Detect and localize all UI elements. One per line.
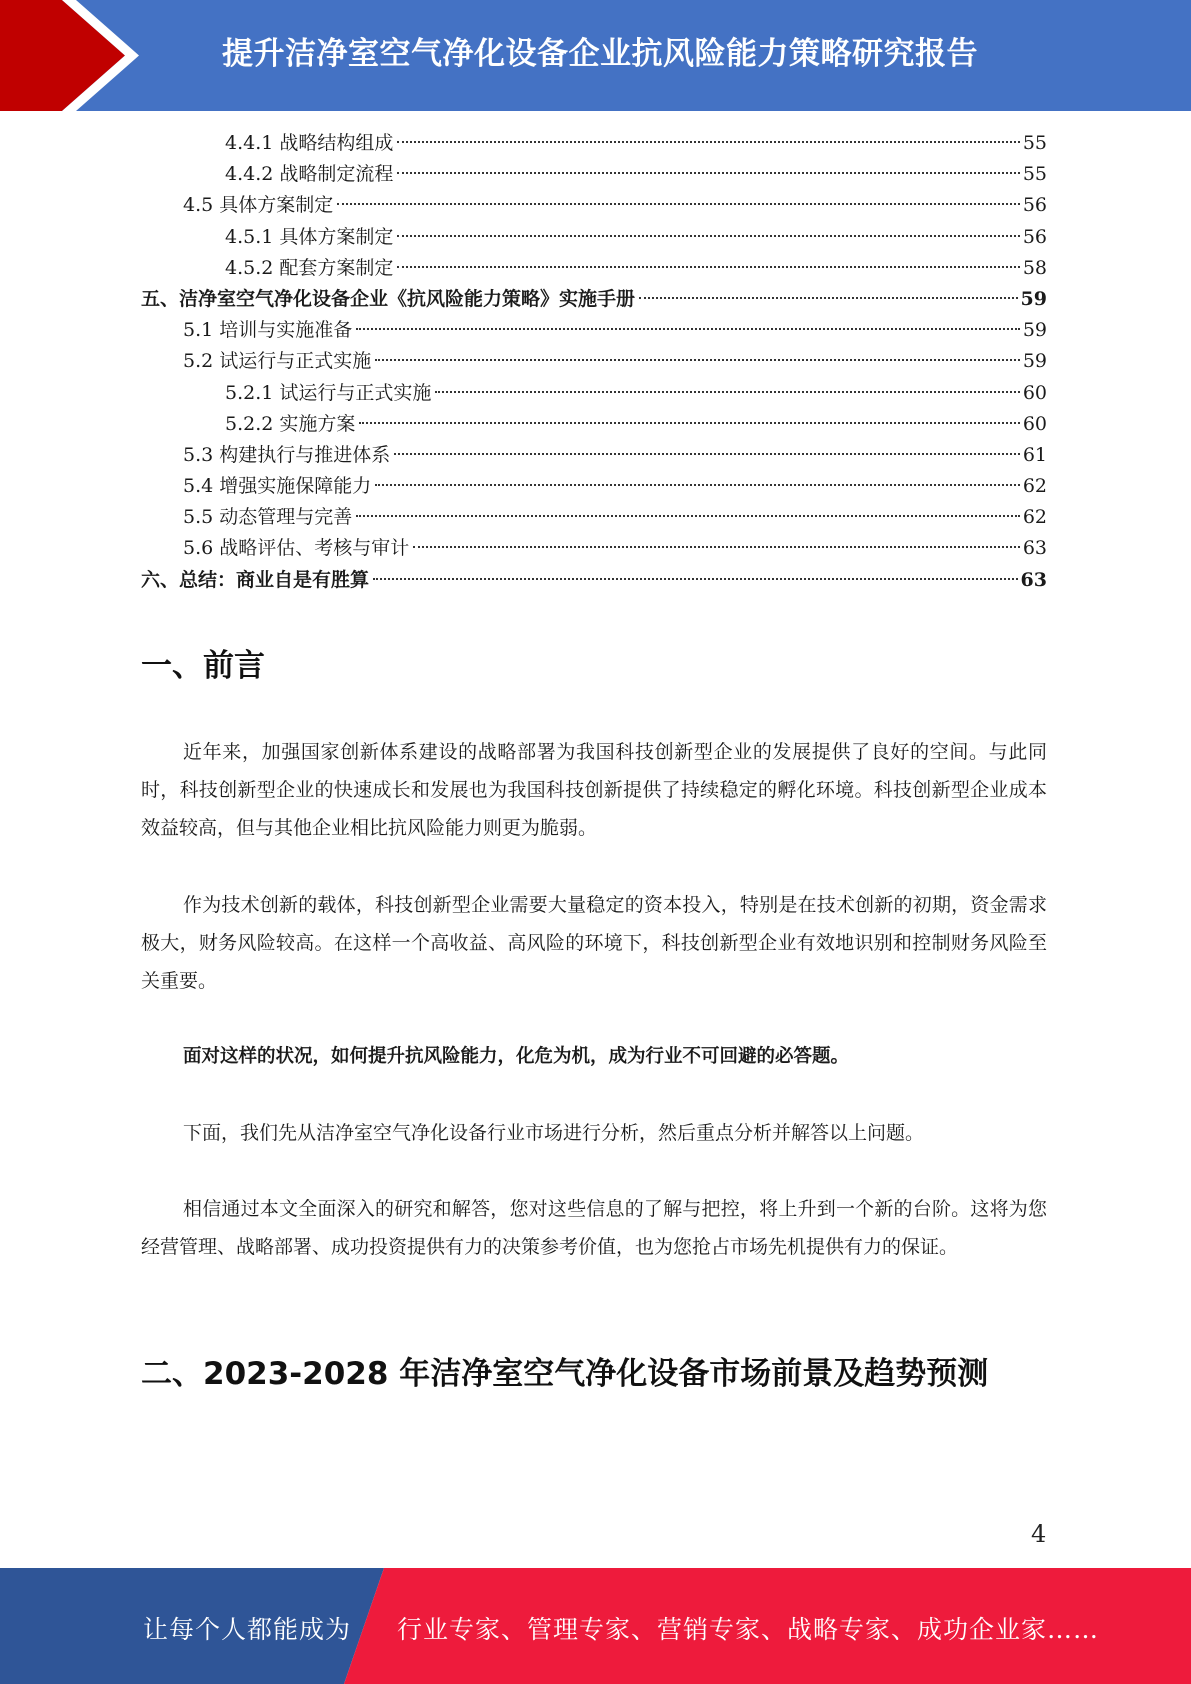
toc-entry-label: 5.6 战略评估、考核与审计 — [183, 537, 410, 560]
paragraph-emphasis: 面对这样的状况，如何提升抗风险能力，化危为机，成为行业不可回避的必答题。 — [183, 1046, 850, 1067]
toc-leader-dots — [359, 422, 1019, 424]
toc-entry-page: 59 — [1022, 350, 1047, 373]
toc-entry[interactable] — [141, 346, 1047, 377]
section-heading-market-forecast: 二、2023-2028 年洁净室空气净化设备市场前景及趋势预测 — [141, 1356, 989, 1392]
table-of-contents — [141, 128, 1047, 596]
toc-entry[interactable] — [141, 378, 1047, 409]
page-footer — [0, 1568, 1191, 1684]
toc-leader-dots — [356, 515, 1020, 517]
toc-entry-label: 4.5.1 具体方案制定 — [225, 225, 394, 248]
toc-leader-dots — [397, 141, 1019, 143]
toc-entry-page: 56 — [1022, 194, 1047, 217]
toc-entry[interactable] — [141, 471, 1047, 502]
toc-entry-label: 5.2 试运行与正式实施 — [183, 350, 372, 373]
toc-entry-label: 5.5 动态管理与完善 — [183, 506, 353, 529]
header-chevron-icon — [0, 0, 160, 111]
toc-leader-dots — [373, 578, 1018, 580]
toc-entry-page: 59 — [1020, 287, 1047, 310]
toc-entry[interactable] — [141, 533, 1047, 564]
toc-entry[interactable] — [141, 565, 1047, 596]
paragraph: 作为技术创新的载体，科技创新型企业需要大量稳定的资本投入，特别是在技术创新的初期，资金需求极大，财务风险较高。在这样一个高收益、高风险的环境下，科技创新型企业有效地识别和控制财务风险至关重要。 — [141, 894, 1047, 992]
toc-entry-label: 五、洁净室空气净化设备企业《抗风险能力策略》实施手册 — [141, 287, 636, 310]
toc-entry-page: 60 — [1022, 381, 1047, 404]
toc-entry-label: 六、总结：商业自是有胜算 — [141, 568, 370, 591]
toc-entry-page: 58 — [1022, 256, 1047, 279]
toc-leader-dots — [394, 453, 1020, 455]
toc-entry[interactable] — [141, 190, 1047, 221]
toc-entry[interactable] — [141, 128, 1047, 159]
toc-entry-label: 5.1 培训与实施准备 — [183, 319, 353, 342]
toc-entry-label: 5.3 构建执行与推进体系 — [183, 443, 391, 466]
toc-entry[interactable] — [141, 253, 1047, 284]
toc-entry[interactable] — [141, 315, 1047, 346]
document-title: 提升洁净室空气净化设备企业抗风险能力策略研究报告 — [222, 36, 978, 72]
toc-entry-label: 4.4.2 战略制定流程 — [225, 163, 394, 186]
toc-leader-dots — [397, 172, 1019, 174]
toc-leader-dots — [397, 235, 1019, 237]
toc-entry-label: 5.4 增强实施保障能力 — [183, 475, 372, 498]
toc-entry-label: 4.5.2 配套方案制定 — [225, 256, 394, 279]
toc-leader-dots — [435, 391, 1019, 393]
toc-entry-page: 63 — [1022, 537, 1047, 560]
toc-entry-page: 56 — [1022, 225, 1047, 248]
toc-entry-page: 59 — [1022, 319, 1047, 342]
toc-entry-page: 55 — [1022, 132, 1047, 154]
paragraph: 下面，我们先从洁净室空气净化设备行业市场进行分析，然后重点分析并解答以上问题。 — [183, 1122, 925, 1144]
toc-entry-page: 62 — [1022, 475, 1047, 498]
toc-entry-page: 60 — [1022, 412, 1047, 435]
toc-entry-label: 4.5 具体方案制定 — [183, 194, 334, 217]
toc-leader-dots — [375, 359, 1020, 361]
toc-leader-dots — [375, 484, 1020, 486]
toc-entry[interactable] — [141, 409, 1047, 440]
toc-entry-page: 62 — [1022, 506, 1047, 529]
paragraph: 近年来，加强国家创新体系建设的战略部署为我国科技创新型企业的发展提供了良好的空间。与此同时，科技创新型企业的快速成长和发展也为我国科技创新提供了持续稳定的孵化环境。科技创新型企业成本效益较高，但与其他企业相比抗风险能力则更为脆弱。 — [141, 741, 1047, 839]
page-header — [0, 0, 1191, 111]
toc-entry-label: 5.2.2 实施方案 — [225, 412, 356, 435]
footer-slogan-right: 行业专家、管理专家、营销专家、战略专家、成功企业家…… — [397, 1615, 1100, 1644]
toc-entry-page: 55 — [1022, 163, 1047, 186]
paragraph: 相信通过本文全面深入的研究和解答，您对这些信息的了解与把控，将上升到一个新的台阶。这将为您经营管理、战略部署、成功投资提供有力的决策参考价值，也为您抢占市场先机提供有力的保证。 — [141, 1198, 1047, 1258]
toc-entry[interactable] — [141, 284, 1047, 315]
footer-slogan-left: 让每个人都能成为 — [143, 1615, 352, 1644]
page-number: 4 — [1031, 1520, 1047, 1548]
toc-leader-dots — [413, 546, 1020, 548]
toc-entry-page: 63 — [1020, 568, 1047, 591]
toc-entry-label: 4.4.1 战略结构组成 — [225, 132, 394, 154]
toc-entry[interactable] — [141, 502, 1047, 533]
toc-leader-dots — [639, 297, 1018, 299]
toc-entry-label: 5.2.1 试运行与正式实施 — [225, 381, 432, 404]
toc-entry[interactable] — [141, 440, 1047, 471]
toc-entry[interactable] — [141, 222, 1047, 253]
toc-leader-dots — [337, 203, 1020, 205]
toc-leader-dots — [356, 328, 1020, 330]
section-heading-preface: 一、前言 — [141, 648, 265, 684]
toc-leader-dots — [397, 266, 1019, 268]
toc-entry[interactable] — [141, 159, 1047, 190]
toc-entry-page: 61 — [1022, 443, 1047, 466]
